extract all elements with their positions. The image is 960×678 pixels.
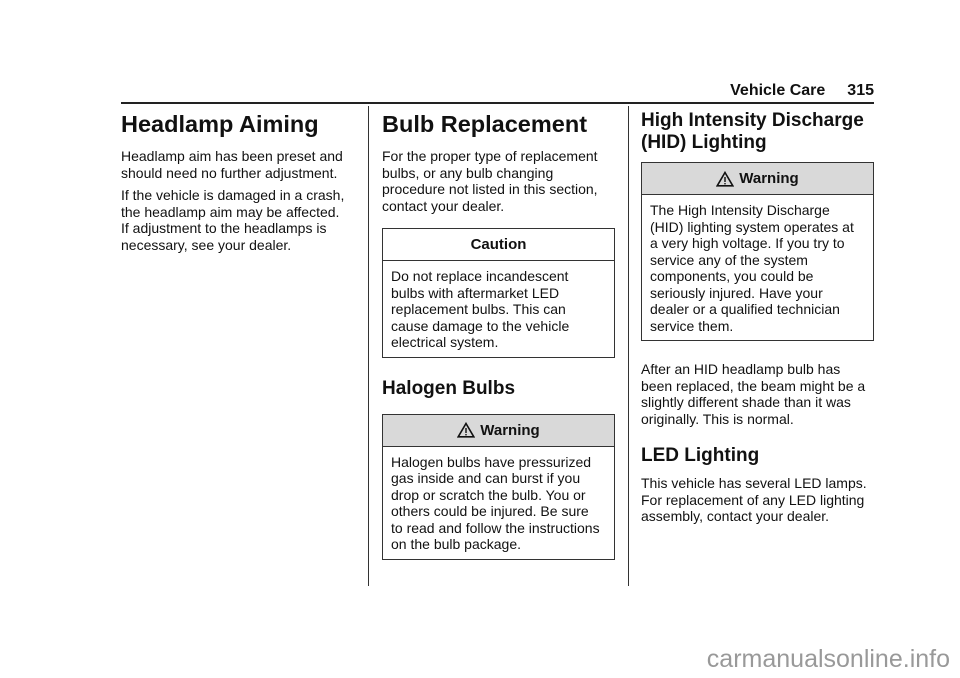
- column-headlamp-aiming: [121, 110, 354, 259]
- caution-box: [382, 228, 615, 358]
- warning-title: Warning: [480, 421, 540, 439]
- header-rule: [121, 102, 874, 104]
- section-name: Vehicle Care: [730, 82, 826, 99]
- warning-title: Warning: [739, 170, 799, 187]
- warning-header: [642, 163, 873, 195]
- heading-headlamp-aiming: Headlamp Aiming: [121, 111, 319, 137]
- caution-title: Caution: [383, 229, 614, 261]
- heading-led-lighting: LED Lighting: [641, 445, 760, 466]
- column-divider: [628, 106, 629, 586]
- caution-text: Do not replace incandescent bulbs with aftermarket LED replacement bulbs. This can cause damage to the vehicle electrical system.: [391, 268, 570, 350]
- column-bulb-replacement: [382, 110, 615, 580]
- warning-header: [383, 415, 614, 447]
- watermark: carmanualsonline.info: [706, 645, 950, 673]
- column-hid-lighting: [641, 110, 874, 531]
- warning-text: The High Intensity Discharge (HID) lighting system operates at a very high voltage. If you try to service any of the system components, you could be seriously injured. Have your dealer or a qualified technician service them.: [650, 202, 854, 334]
- warning-box: [382, 414, 615, 560]
- paragraph: If the vehicle is damaged in a crash, the headlamp aim may be affected. If adjustment to the headlamps is necessary, see your dealer.: [121, 187, 345, 253]
- heading-hid-lighting: High Intensity Discharge (HID) Lighting: [641, 110, 864, 153]
- warning-triangle-icon: [457, 422, 475, 438]
- heading-halogen-bulbs: Halogen Bulbs: [382, 377, 516, 399]
- running-header: [730, 82, 874, 100]
- page-number: 315: [847, 82, 874, 99]
- warning-triangle-icon: [716, 171, 734, 187]
- paragraph: After an HID headlamp bulb has been replaced, the beam might be a slightly different shade than it was originally. This is normal.: [641, 361, 866, 427]
- paragraph: This vehicle has several LED lamps. For replacement of any LED lighting assembly, contact your dealer.: [641, 475, 867, 524]
- column-divider: [368, 106, 369, 586]
- warning-text: Halogen bulbs have pressurized gas inside and can burst if you drop or scratch the bulb. You or others could be injured. Be sure to read and follow the instructions on the bulb package.: [391, 453, 600, 552]
- paragraph: For the proper type of replacement bulbs, or any bulb changing procedure not listed in this section, contact your dealer.: [382, 148, 598, 214]
- heading-bulb-replacement: Bulb Replacement: [382, 111, 588, 137]
- warning-box: [641, 162, 874, 341]
- paragraph: Headlamp aim has been preset and should need no further adjustment.: [121, 148, 343, 181]
